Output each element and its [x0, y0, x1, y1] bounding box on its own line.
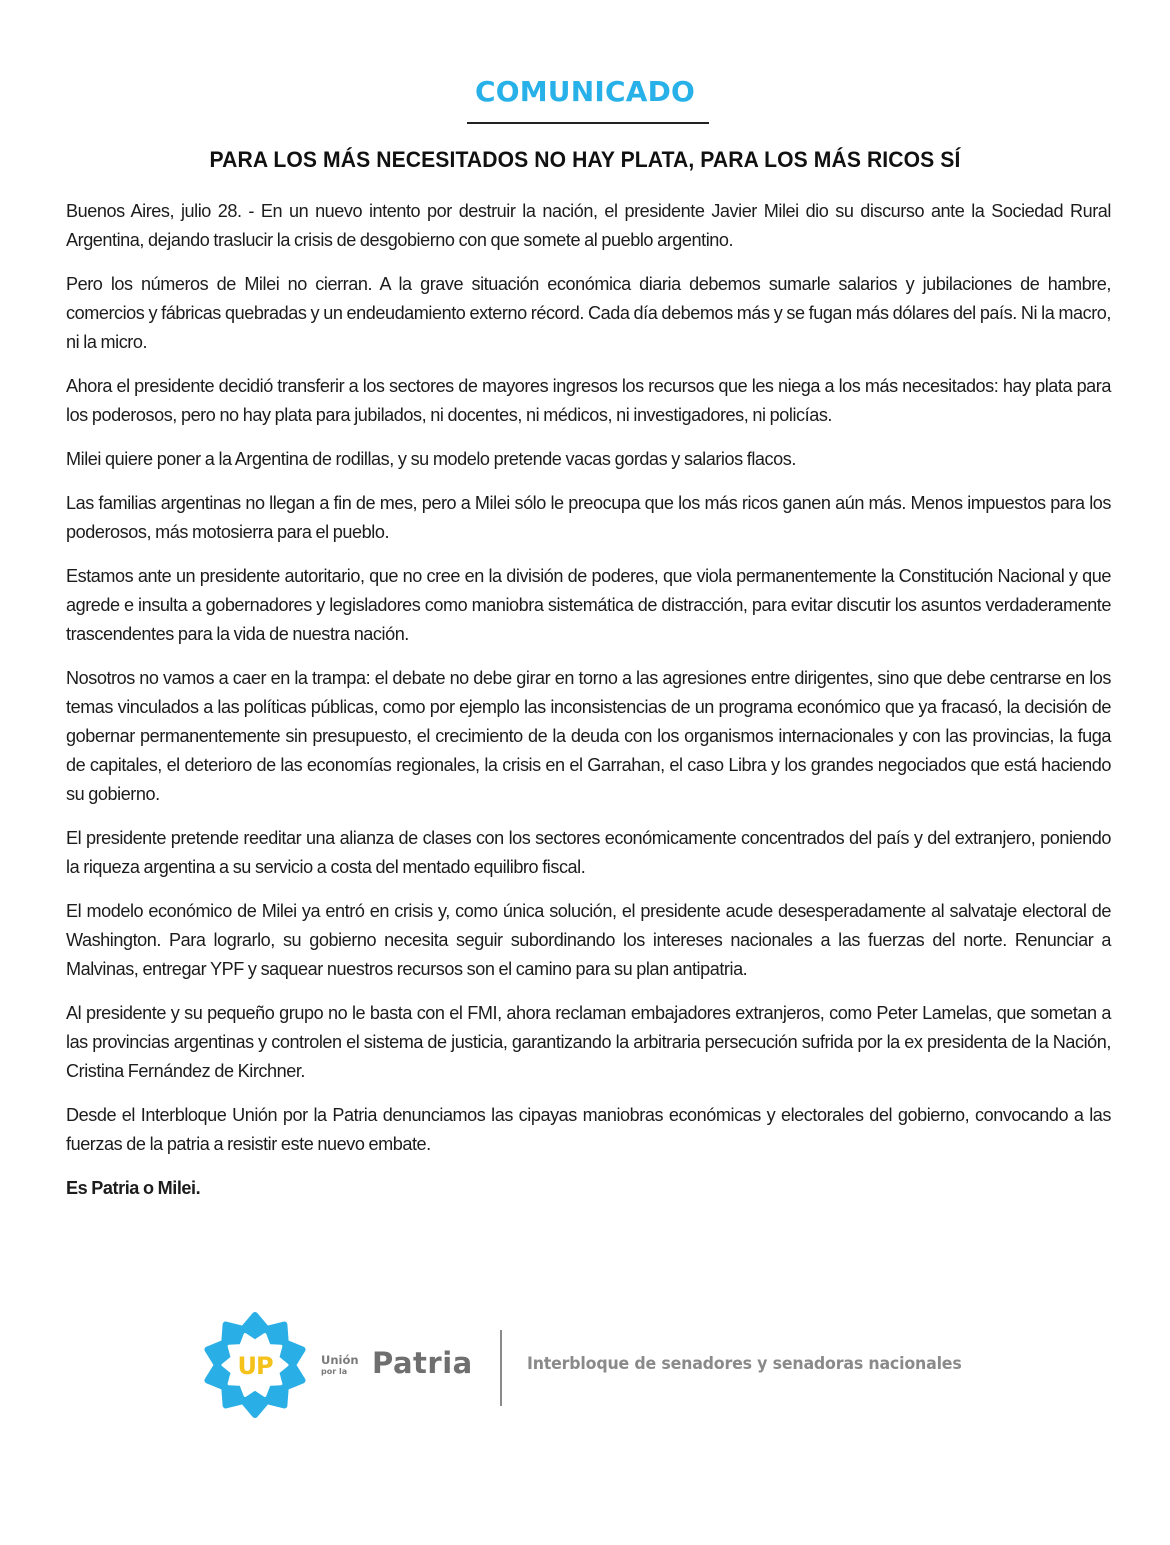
paragraph: Milei quiere poner a la Argentina de rodillas, y su modelo pretende vacas gordas y salarios flacos. — [66, 449, 796, 469]
logo-initials: UP — [237, 1352, 273, 1380]
logo-line1: Unión — [321, 1353, 359, 1367]
paragraph: El modelo económico de Milei ya entró en crisis y, como única solución, el presidente acude desesperadamente al salvataje electoral de Washington. Para lograrlo, su gobierno necesita seguir subordinando los intereses nacionales a las fuerzas del norte. Renunciar a Malvinas, entregar YPF y saquear nuestros recursos son el camino para su plan antipatria. — [66, 901, 1111, 979]
paragraph: Buenos Aires, julio 28. - En un nuevo intento por destruir la nación, el presidente Javier Milei dio su discurso ante la Sociedad Rural Argentina, dejando traslucir la crisis de desgobierno con que somete al pueblo argentino. — [66, 201, 1111, 250]
footer-logo — [200, 1310, 1000, 1430]
paragraph: Ahora el presidente decidió transferir a los sectores de mayores ingresos los recursos que les niega a los más necesitados: hay plata para los poderosos, pero no hay plata para jubilados, ni docentes, ni médicos, ni investigadores, ni policías. — [66, 376, 1111, 425]
paragraph: Desde el Interbloque Unión por la Patria denunciamos las cipayas maniobras económicas y electorales del gobierno, convocando a las fuerzas de la patria a resistir este nuevo embate. — [66, 1105, 1111, 1154]
comunicado-label: COMUNICADO — [474, 75, 696, 108]
document-header — [0, 72, 1170, 112]
paragraph: Nosotros no vamos a caer en la trampa: el debate no debe girar en torno a las agresiones entre dirigentes, sino que debe centrarse en los temas vinculados a las políticas públicas, como por ejemplo las inconsistencias de un programa económico que ya fracasó, la decisión de gobernar permanentemente sin presupuesto, el crecimiento de la deuda con los organismos internacionales y con las provincias, la fuga de capitales, el deterioro de las economías regionales, la crisis en el Garrahan, el caso Libra y los grandes negociados que está haciendo su gobierno. — [66, 668, 1111, 804]
paragraph: Pero los números de Milei no cierran. A la grave situación económica diaria debemos sumarle salarios y jubilaciones de hambre, comercios y fábricas quebradas y un endeudamiento externo récord. Cada día debemos más y se fugan más dólares del país. Ni la macro, ni la micro. — [66, 274, 1111, 352]
logo-patria: Patria — [372, 1346, 473, 1380]
sun-star-logo-icon — [200, 1310, 310, 1420]
document-body — [66, 197, 1111, 1218]
paragraph: Al presidente y su pequeño grupo no le basta con el FMI, ahora reclaman embajadores extranjeros, como Peter Lamelas, que sometan a las provincias argentinas y controlen el sistema de justicia, garantizando la arbitraria persecución sufrida por la ex presidenta de la Nación, Cristina Fernández de Kirchner. — [66, 1003, 1111, 1081]
header-divider — [467, 122, 709, 124]
footer-divider — [500, 1330, 502, 1406]
paragraph: Estamos ante un presidente autoritario, que no cree en la división de poderes, que viola permanentemente la Constitución Nacional y que agrede e insulta a gobernadores y legisladores como maniobra sistemática de distracción, para evitar discutir los asuntos verdaderamente trascendentes para la vida de nuestra nación. — [66, 566, 1111, 644]
footer-subtitle: Interbloque de senadores y senadoras nacionales — [527, 1354, 962, 1374]
logo-union-por-la — [321, 1355, 359, 1376]
paragraph: El presidente pretende reeditar una alianza de clases con los sectores económicamente concentrados del país y del extranjero, poniendo la riqueza argentina a su servicio a costa del mentado equilibro fiscal. — [66, 828, 1111, 877]
paragraph: Las familias argentinas no llegan a fin de mes, pero a Milei sólo le preocupa que los más ricos ganen aún más. Menos impuestos para los poderosos, más motosierra para el pueblo. — [66, 493, 1111, 542]
closing-slogan: Es Patria o Milei. — [66, 1178, 201, 1198]
logo-line2: por la — [321, 1366, 348, 1376]
headline: PARA LOS MÁS NECESITADOS NO HAY PLATA, PARA LOS MÁS RICOS SÍ — [209, 147, 961, 172]
